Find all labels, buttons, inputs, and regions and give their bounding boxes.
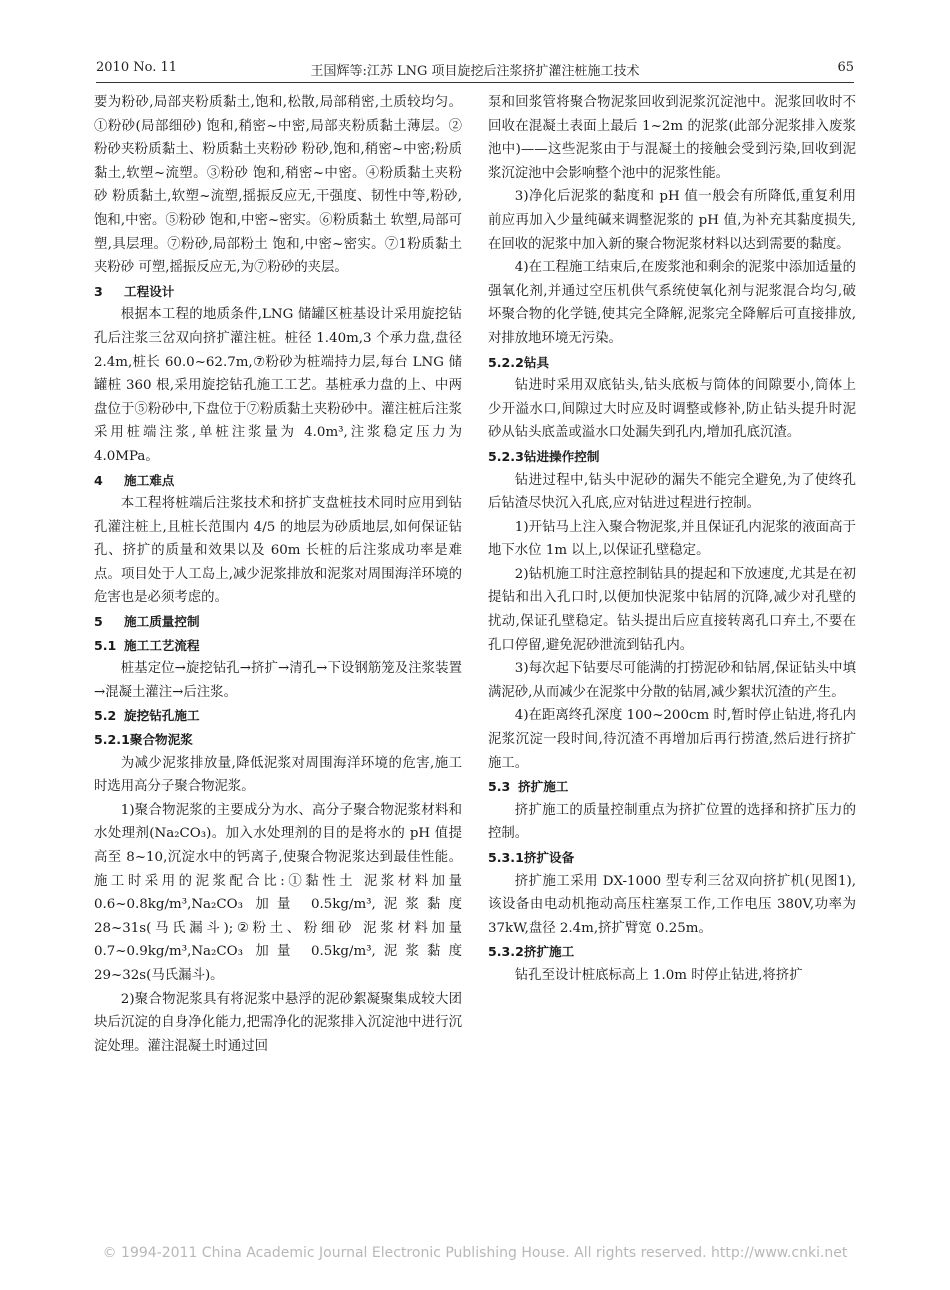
section-title: 挤扩设备: [523, 850, 575, 865]
section-title: 施工工艺流程: [124, 637, 200, 653]
body-paragraph: 为减少泥浆排放量,降低泥浆对周围海洋环境的危害,施工时选用高分子聚合物泥浆。: [94, 755, 462, 795]
journal-issue: 2010 No. 11: [96, 60, 177, 75]
section-number: 5.2.3: [488, 448, 524, 464]
running-title: 王国辉等:江苏 LNG 项目旋挖后注浆挤扩灌注桩施工技术: [310, 64, 640, 79]
section-title: 施工难点: [124, 472, 175, 488]
section-heading: [488, 940, 856, 964]
section-heading: [94, 704, 462, 728]
section-title: 聚合物泥浆: [129, 732, 193, 748]
body-paragraph: 本工程将桩端后注浆技术和挤扩支盘桩技术同时应用到钻孔灌注桩上,且桩长范围内 4/5 的地层为砂质地层,如何保证钻孔、挤扩的质量和效果以及 60m 长桩的后注浆成功率是难点。项目处于人工岛上,减少泥浆排放和泥浆对周围海洋环境的危害也是必须考虑的。: [94, 496, 462, 606]
body-paragraph: 2)聚合物泥浆具有将泥浆中悬浮的泥砂絮凝聚集成较大团块后沉淀的自身净化能力,把需净化的泥浆排入沉淀池中进行沉淀处理。灌注混凝土时通过回: [94, 991, 462, 1054]
section-title: 旋挖钻孔施工: [124, 708, 200, 724]
section-title: 工程设计: [124, 283, 175, 299]
section-number: 4: [94, 472, 103, 488]
section-title: 挤扩施工: [523, 944, 575, 960]
right-column: [488, 91, 856, 988]
header-rule: [96, 82, 854, 83]
running-header: [96, 60, 854, 80]
section-heading: [94, 634, 462, 658]
section-heading: [488, 445, 856, 469]
body-paragraph: 挤扩施工的质量控制重点为挤扩位置的选择和挤扩压力的控制。: [488, 802, 856, 842]
body-paragraph: 泵和回浆管将聚合物泥浆回收到泥浆沉淀池中。泥浆回收时不回收在混凝土表面上最后 1~2m 的泥浆(此部分泥浆排入废浆池中)——这些泥浆由于与混凝土的接触会受到污染,回收到泥浆沉淀池中会影响整个池中的泥浆性能。: [488, 95, 856, 181]
section-number: 5: [94, 614, 103, 630]
section-heading: [94, 469, 462, 493]
section-number: 5.3: [488, 779, 511, 795]
body-paragraph: 1)开钻马上注入聚合物泥浆,并且保证孔内泥浆的液面高于地下水位 1m 以上,以保证孔壁稳定。: [488, 519, 856, 559]
body-paragraph: 1)聚合物泥浆的主要成分为水、高分子聚合物泥浆材料和水处理剂(Na₂CO₃)。加入水处理剂的目的是将水的 pH 值提高至 8~10,沉淀水中的钙离子,使聚合物泥浆达到最佳性能。施工时采用的泥浆配合比:①黏性土 泥浆材料加量 0.6~0.8kg/m³,Na₂CO₃ 加量 0.5kg/m³,泥浆黏度 28~31s(马氏漏斗);②粉土、粉细砂 泥浆材料加量 0.7~0.9kg/m³,Na₂CO₃ 加量 0.5kg/m³,泥浆黏度 29~32s(马氏漏斗)。: [94, 802, 462, 983]
body-paragraph: 要为粉砂,局部夹粉质黏土,饱和,松散,局部稍密,土质较均匀。①粉砂(局部细砂) 饱和,稍密~中密,局部夹粉质黏土薄层。②粉砂夹粉质黏土、粉质黏土夹粉砂 粉砂,饱和,稍密~中密;粉质黏土,软塑~流塑。③粉砂 饱和,稍密~中密。④粉质黏土夹粉砂 粉质黏土,软塑~流塑,摇振反应无,干强度、韧性中等,粉砂,饱和,中密。⑤粉砂 饱和,中密~密实。⑥粉质黏土 软塑,局部可塑,具层理。⑦粉砂,局部粉土 饱和,中密~密实。⑦1粉质黏土夹粉砂 可塑,摇振反应无,为⑦粉砂的夹层。: [94, 95, 462, 276]
section-number: 5.3.2: [488, 944, 524, 960]
section-number: 5.2.1: [94, 732, 130, 748]
body-paragraph: 钻进过程中,钻头中泥砂的漏失不能完全避免,为了使终孔后钻渣尽快沉入孔底,应对钻进过程进行控制。: [488, 472, 856, 512]
section-heading: [94, 728, 462, 752]
section-number: 5.3.1: [488, 850, 524, 865]
copyright-footer: © 1994-2011 China Academic Journal Electronic Publishing House. All rights reserved. http://www.cnki.net: [102, 1245, 848, 1261]
section-title: 钻具: [523, 354, 550, 370]
section-number: 3: [94, 283, 103, 299]
section-title: 钻进操作控制: [523, 448, 600, 464]
body-paragraph: 挤扩施工采用 DX-1000 型专利三岔双向挤扩机(见图1),该设备由电动机拖动高压柱塞泵工作,工作电压 380V,功率为 37kW,盘径 2.4m,挤扩臂宽 0.25m。: [488, 873, 856, 936]
body-paragraph: 3)每次起下钻要尽可能满的打捞泥砂和钻屑,保证钻头中填满泥砂,从而减少在泥浆中分散的钻屑,减少絮状沉渣的产生。: [488, 661, 856, 700]
body-paragraph: 4)在工程施工结束后,在废浆池和剩余的泥浆中添加适量的强氧化剂,并通过空压机供气系统使氧化剂与泥浆混合均匀,破坏聚合物的化学链,使其完全降解,泥浆完全降解后可直接排放,对排放地环境无污染。: [488, 260, 856, 346]
body-paragraph: 2)钻机施工时注意控制钻具的提起和下放速度,尤其是在初提钻和出入孔口时,以便加快泥浆中钻屑的沉降,减少对孔壁的扰动,保证孔壁稳定。钻头提出后应直接转离孔口弃土,不要在孔口停留,避免泥砂泄流到钻孔内。: [488, 566, 856, 653]
body-paragraph: 4)在距离终孔深度 100~200cm 时,暂时停止钻进,将孔内泥浆沉淀一段时间,待沉渣不再增加后再行捞渣,然后进行挤扩施工。: [488, 708, 856, 771]
body-paragraph: 桩基定位→旋挖钻孔→挤扩→清孔→下设钢筋笼及注浆装置→混凝土灌注→后注浆。: [94, 661, 462, 700]
body-paragraph: 钻进时采用双底钻头,钻头底板与筒体的间隙要小,筒体上少开溢水口,间隙过大时应及时调整或修补,防止钻头提升时泥砂从钻头底盖或溢水口处漏失到孔内,增加孔底沉渣。: [488, 378, 856, 441]
section-heading: [94, 280, 462, 304]
left-column: [94, 91, 462, 1058]
section-number: 5.1: [94, 637, 117, 653]
section-heading: [94, 610, 462, 634]
section-number: 5.2: [94, 708, 117, 724]
section-heading: [488, 775, 856, 799]
body-paragraph: 根据本工程的地质条件,LNG 储罐区桩基设计采用旋挖钻孔后注浆三岔双向挤扩灌注桩。桩径 1.40m,3 个承力盘,盘径 2.4m,桩长 60.0~62.7m,⑦粉砂为桩端持力层,每台 LNG 储罐桩 360 根,采用旋挖钻孔施工工艺。基桩承力盘的上、中两盘位于⑤粉砂中,下盘位于⑦粉质黏土夹粉砂中。灌注桩后注浆采用桩端注浆,单桩注浆量为 4.0m³,注浆稳定压力为 4.0MPa。: [94, 307, 462, 464]
section-title: 挤扩施工: [518, 779, 569, 795]
section-heading: [488, 846, 856, 870]
page-number: 65: [837, 60, 854, 75]
body-paragraph: 3)净化后泥浆的黏度和 pH 值一般会有所降低,重复利用前应再加入少量纯碱来调整泥浆的 pH 值,为补充其黏度损失,在回收的泥浆中加入新的聚合物泥浆材料以达到需要的黏度。: [488, 189, 856, 252]
section-title: 施工质量控制: [124, 614, 200, 630]
body-paragraph: 钻孔至设计桩底标高上 1.0m 时停止钻进,将挤扩: [514, 967, 803, 983]
section-heading: [488, 351, 856, 375]
section-number: 5.2.2: [488, 354, 524, 370]
